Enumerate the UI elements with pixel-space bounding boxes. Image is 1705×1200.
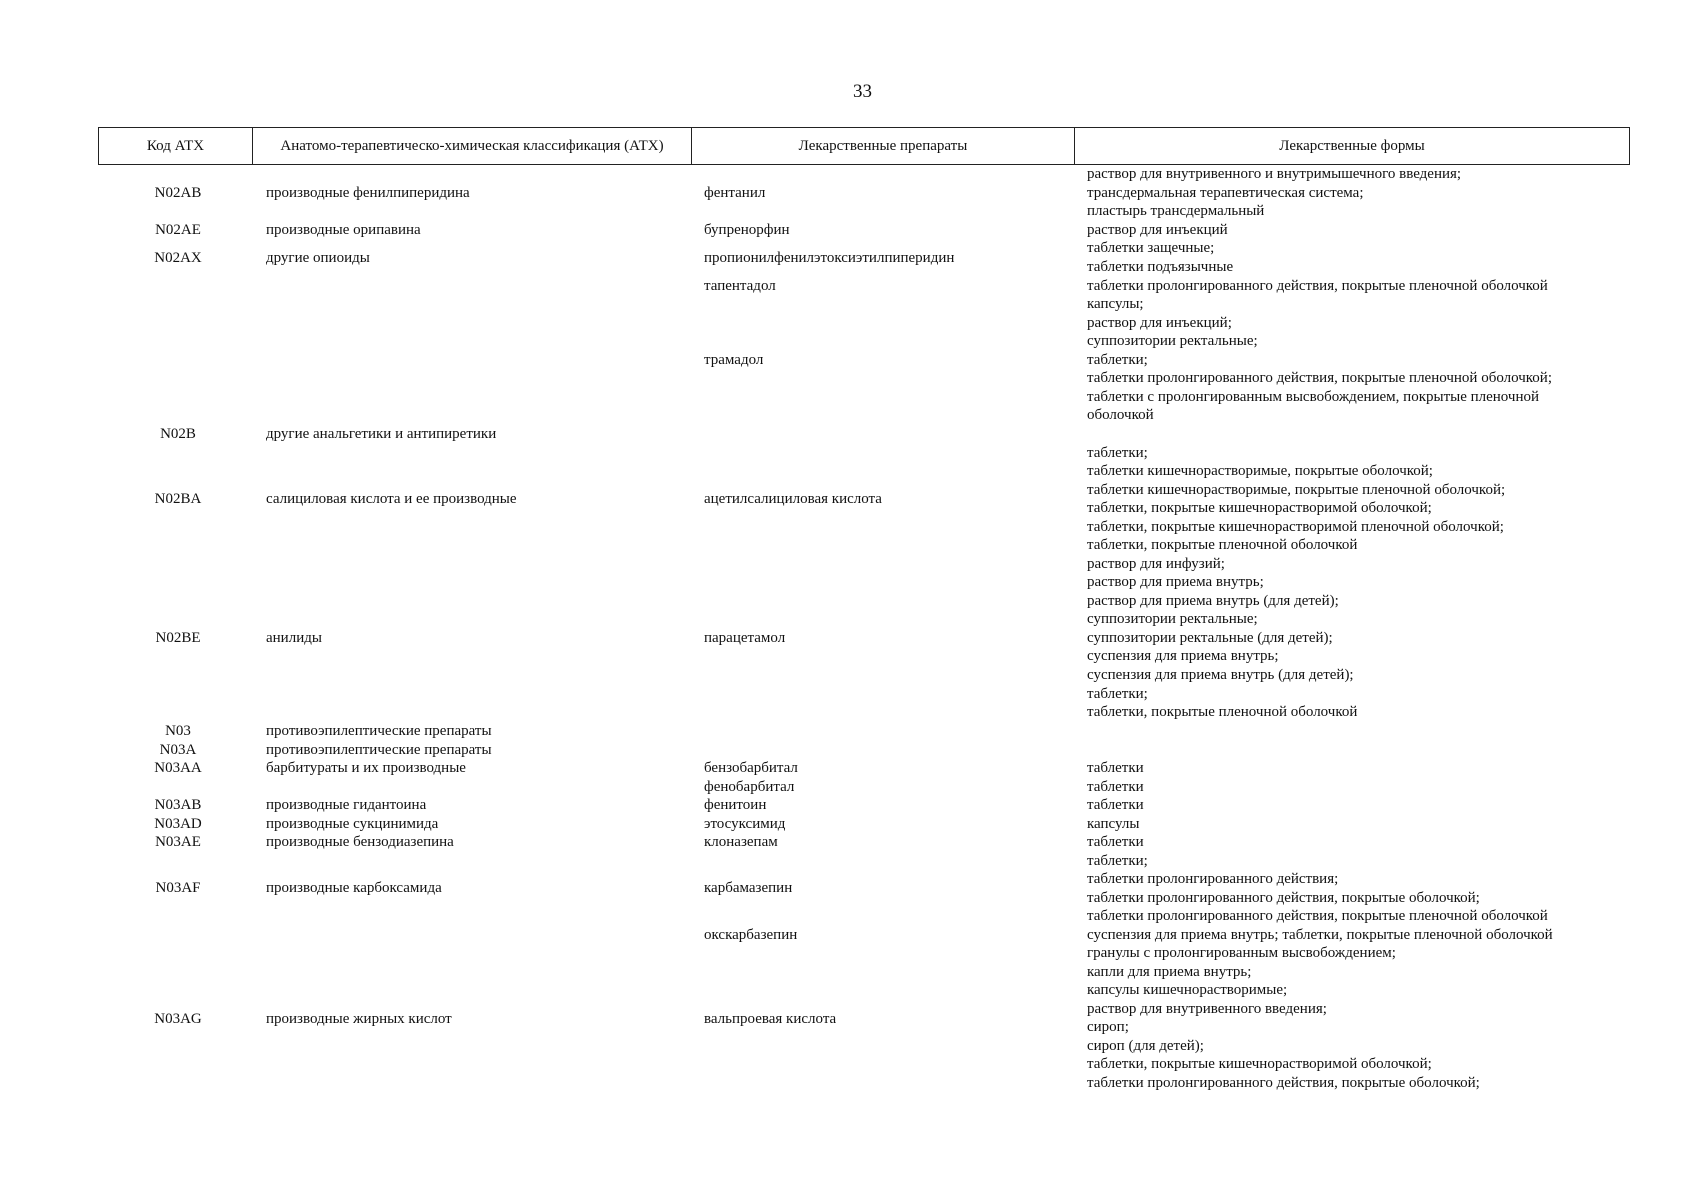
atc-code: N03AB: [154, 797, 202, 813]
dosage-form: таблетки пролонгированного действия, покрытые оболочкой;: [1087, 1075, 1480, 1091]
dosage-form: таблетки;: [1087, 445, 1148, 461]
dosage-form: таблетки пролонгированного действия;: [1087, 871, 1339, 887]
drug-name: карбамазепин: [704, 880, 793, 896]
drug-name: этосуксимид: [704, 816, 786, 832]
dosage-form: таблетки: [1087, 779, 1144, 795]
dosage-form: таблетки, покрытые пленочной оболочкой: [1087, 704, 1358, 720]
dosage-form: таблетки с пролонгированным высвобождением, покрытые пленочной: [1087, 389, 1540, 405]
dosage-form: таблетки кишечнорастворимые, покрытые оболочкой;: [1087, 463, 1433, 479]
table-header: [98, 127, 1630, 165]
atc-code: N03AF: [155, 880, 201, 896]
dosage-form: пластырь трансдермальный: [1087, 203, 1265, 219]
atc-code: N02AB: [154, 185, 202, 201]
atc-code: N02AE: [155, 222, 201, 238]
atc-class: производные карбоксамида: [266, 880, 442, 896]
page-number: 33: [853, 81, 872, 102]
header-drugs: Лекарственные препараты: [691, 128, 1074, 164]
drug-name: тапентадол: [704, 278, 776, 294]
dosage-form: таблетки: [1087, 760, 1144, 776]
atc-code: N03AD: [154, 816, 202, 832]
dosage-form: таблетки подъязычные: [1087, 259, 1234, 275]
dosage-form: капсулы кишечнорастворимые;: [1087, 982, 1288, 998]
atc-code: N02B: [160, 426, 196, 442]
atc-class: производные бензодиазепина: [266, 834, 454, 850]
dosage-form: раствор для приема внутрь (для детей);: [1087, 593, 1339, 609]
dosage-form: раствор для внутривенного и внутримышечного введения;: [1087, 166, 1462, 182]
dosage-form: гранулы с пролонгированным высвобождением;: [1087, 945, 1396, 961]
atc-class: салициловая кислота и ее производные: [266, 491, 517, 507]
dosage-form: сироп (для детей);: [1087, 1038, 1204, 1054]
drug-name: ацетилсалициловая кислота: [704, 491, 882, 507]
dosage-form: таблетки: [1087, 797, 1144, 813]
dosage-form: таблетки пролонгированного действия, покрытые оболочкой;: [1087, 890, 1480, 906]
dosage-form: суспензия для приема внутрь (для детей);: [1087, 667, 1354, 683]
drug-name: трамадол: [704, 352, 764, 368]
atc-code: N03: [165, 723, 191, 739]
dosage-form: таблетки, покрытые кишечнорастворимой пленочной оболочкой;: [1087, 519, 1504, 535]
dosage-form: таблетки пролонгированного действия, покрытые пленочной оболочкой: [1087, 908, 1548, 924]
dosage-form: раствор для инъекций: [1087, 222, 1228, 238]
dosage-form: капли для приема внутрь;: [1087, 964, 1252, 980]
drug-name: пропионилфенилэтоксиэтилпиперидин: [704, 250, 955, 266]
atc-class: другие опиоиды: [266, 250, 370, 266]
atc-class: производные фенилпиперидина: [266, 185, 470, 201]
dosage-form: раствор для приема внутрь;: [1087, 574, 1264, 590]
atc-code: N03AA: [154, 760, 202, 776]
header-classification: Анатомо-терапевтическо-химическая классификация (АТХ): [252, 128, 691, 164]
drug-name: парацетамол: [704, 630, 786, 646]
atc-code: N02AX: [154, 250, 202, 266]
atc-class: противоэпилептические препараты: [266, 742, 492, 758]
dosage-form: таблетки пролонгированного действия, покрытые пленочной оболочкой: [1087, 278, 1548, 294]
atc-class: производные жирных кислот: [266, 1011, 452, 1027]
drug-name: фенобарбитал: [704, 779, 795, 795]
dosage-form: таблетки;: [1087, 853, 1148, 869]
header-forms: Лекарственные формы: [1074, 128, 1629, 164]
atc-code: N02BE: [155, 630, 201, 646]
drug-name: клоназепам: [704, 834, 778, 850]
header-code: Код АТХ: [146, 137, 205, 154]
dosage-form: таблетки, покрытые кишечнорастворимой оболочкой;: [1087, 1056, 1432, 1072]
dosage-form: раствор для инъекций;: [1087, 315, 1232, 331]
atc-class: другие анальгетики и антипиретики: [266, 426, 497, 442]
dosage-form: оболочкой: [1087, 407, 1154, 423]
dosage-form: сироп;: [1087, 1019, 1129, 1035]
dosage-form: раствор для внутривенного введения;: [1087, 1001, 1327, 1017]
atc-class: анилиды: [266, 630, 322, 646]
drug-name: фентанил: [704, 185, 766, 201]
atc-code: N02BA: [154, 491, 202, 507]
dosage-form: капсулы: [1087, 816, 1140, 832]
atc-class: производные орипавина: [266, 222, 421, 238]
dosage-form: капсулы;: [1087, 296, 1144, 312]
atc-class: противоэпилептические препараты: [266, 723, 492, 739]
atc-code: N03A: [159, 742, 197, 758]
drug-name: вальпроевая кислота: [704, 1011, 837, 1027]
dosage-form: таблетки кишечнорастворимые, покрытые пленочной оболочкой;: [1087, 482, 1506, 498]
drug-name: бупренорфин: [704, 222, 790, 238]
atc-class: производные сукцинимида: [266, 816, 439, 832]
atc-code: N03AE: [155, 834, 201, 850]
dosage-form: таблетки;: [1087, 352, 1148, 368]
atc-class: производные гидантоина: [266, 797, 427, 813]
drug-name: бензобарбитал: [704, 760, 798, 776]
drug-name: окскарбазепин: [704, 927, 798, 943]
dosage-form: суспензия для приема внутрь;: [1087, 648, 1279, 664]
dosage-form: таблетки пролонгированного действия, покрытые пленочной оболочкой;: [1087, 370, 1552, 386]
drug-name: фенитоин: [704, 797, 767, 813]
dosage-form: раствор для инфузий;: [1087, 556, 1225, 572]
dosage-form: суппозитории ректальные;: [1087, 333, 1258, 349]
dosage-form: таблетки;: [1087, 686, 1148, 702]
dosage-form: суппозитории ректальные;: [1087, 611, 1258, 627]
dosage-form: суспензия для приема внутрь; таблетки, покрытые пленочной оболочкой: [1087, 927, 1553, 943]
dosage-form: таблетки, покрытые кишечнорастворимой оболочкой;: [1087, 500, 1432, 516]
dosage-form: суппозитории ректальные (для детей);: [1087, 630, 1333, 646]
dosage-form: таблетки, покрытые пленочной оболочкой: [1087, 537, 1358, 553]
atc-code: N03AG: [154, 1011, 202, 1027]
dosage-form: таблетки: [1087, 834, 1144, 850]
dosage-form: таблетки защечные;: [1087, 240, 1215, 256]
atc-class: барбитураты и их производные: [266, 760, 466, 776]
dosage-form: трансдермальная терапевтическая система;: [1087, 185, 1364, 201]
